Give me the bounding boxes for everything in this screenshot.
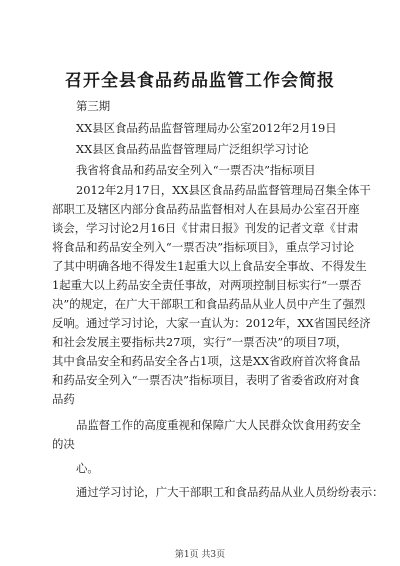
body-line: 品监督工作的高度重视和保障广大人民群众饮食用药安全 — [76, 418, 361, 432]
issuer-date-line: XX县区食品药品监督管理局办公室2012年2月19日 — [76, 121, 337, 135]
body-line: 2012年2月17日，XX县区食品药品监督管理局召集全体干 — [76, 183, 371, 197]
body-line: 反响。通过学习讨论，大家一直认为：2012年，XX省国民经济 — [52, 316, 371, 330]
body-line: 和社会发展主要指标共27项，实行“一票否决”的项目7项， — [52, 335, 348, 349]
body-line: 将食品和药品安全列入“一票否决”指标项目》，重点学习讨论 — [52, 240, 355, 254]
subheading: XX县区食品药品监督管理局广泛组织学习讨论 — [76, 142, 309, 156]
page-footer: 第1页 共3页 — [174, 550, 226, 560]
body-line: 谈会，学习讨论2月16日《甘肃日报》刊发的记者文章《甘肃 — [52, 221, 359, 235]
body-line: 心。 — [76, 461, 99, 475]
body-line: 了其中明确各地不得发生1起重大以上食品安全事故、不得发生 — [52, 259, 367, 273]
issue-number: 第三期 — [76, 99, 111, 113]
body-line: 决”的规定，在广大干部职工和食品药品从业人员中产生了强烈 — [52, 297, 366, 311]
body-line: 的决 — [52, 437, 75, 451]
body-line: 部职工及辖区内部分食品药品监督相对人在县局办公室召开座 — [52, 202, 360, 216]
body-line: 和药品安全列入“一票否决”指标项目，表明了省委省政府对食 — [52, 373, 360, 387]
body-line: 1起重大以上药品安全责任事故，对两项控制目标实行“一票否 — [52, 278, 362, 292]
body-line: 其中食品安全和药品安全各占1项，这是XX省政府首次将食品 — [52, 354, 361, 368]
body-line: 通过学习讨论，广大干部职工和食品药品从业人员纷纷表示： — [76, 485, 384, 499]
page-title: 召开全县食品药品监管工作会简报 — [65, 71, 335, 91]
headline: 我省将食品和药品安全列入“一票否决”指标项目 — [76, 163, 316, 177]
body-line: 品药 — [52, 392, 75, 406]
